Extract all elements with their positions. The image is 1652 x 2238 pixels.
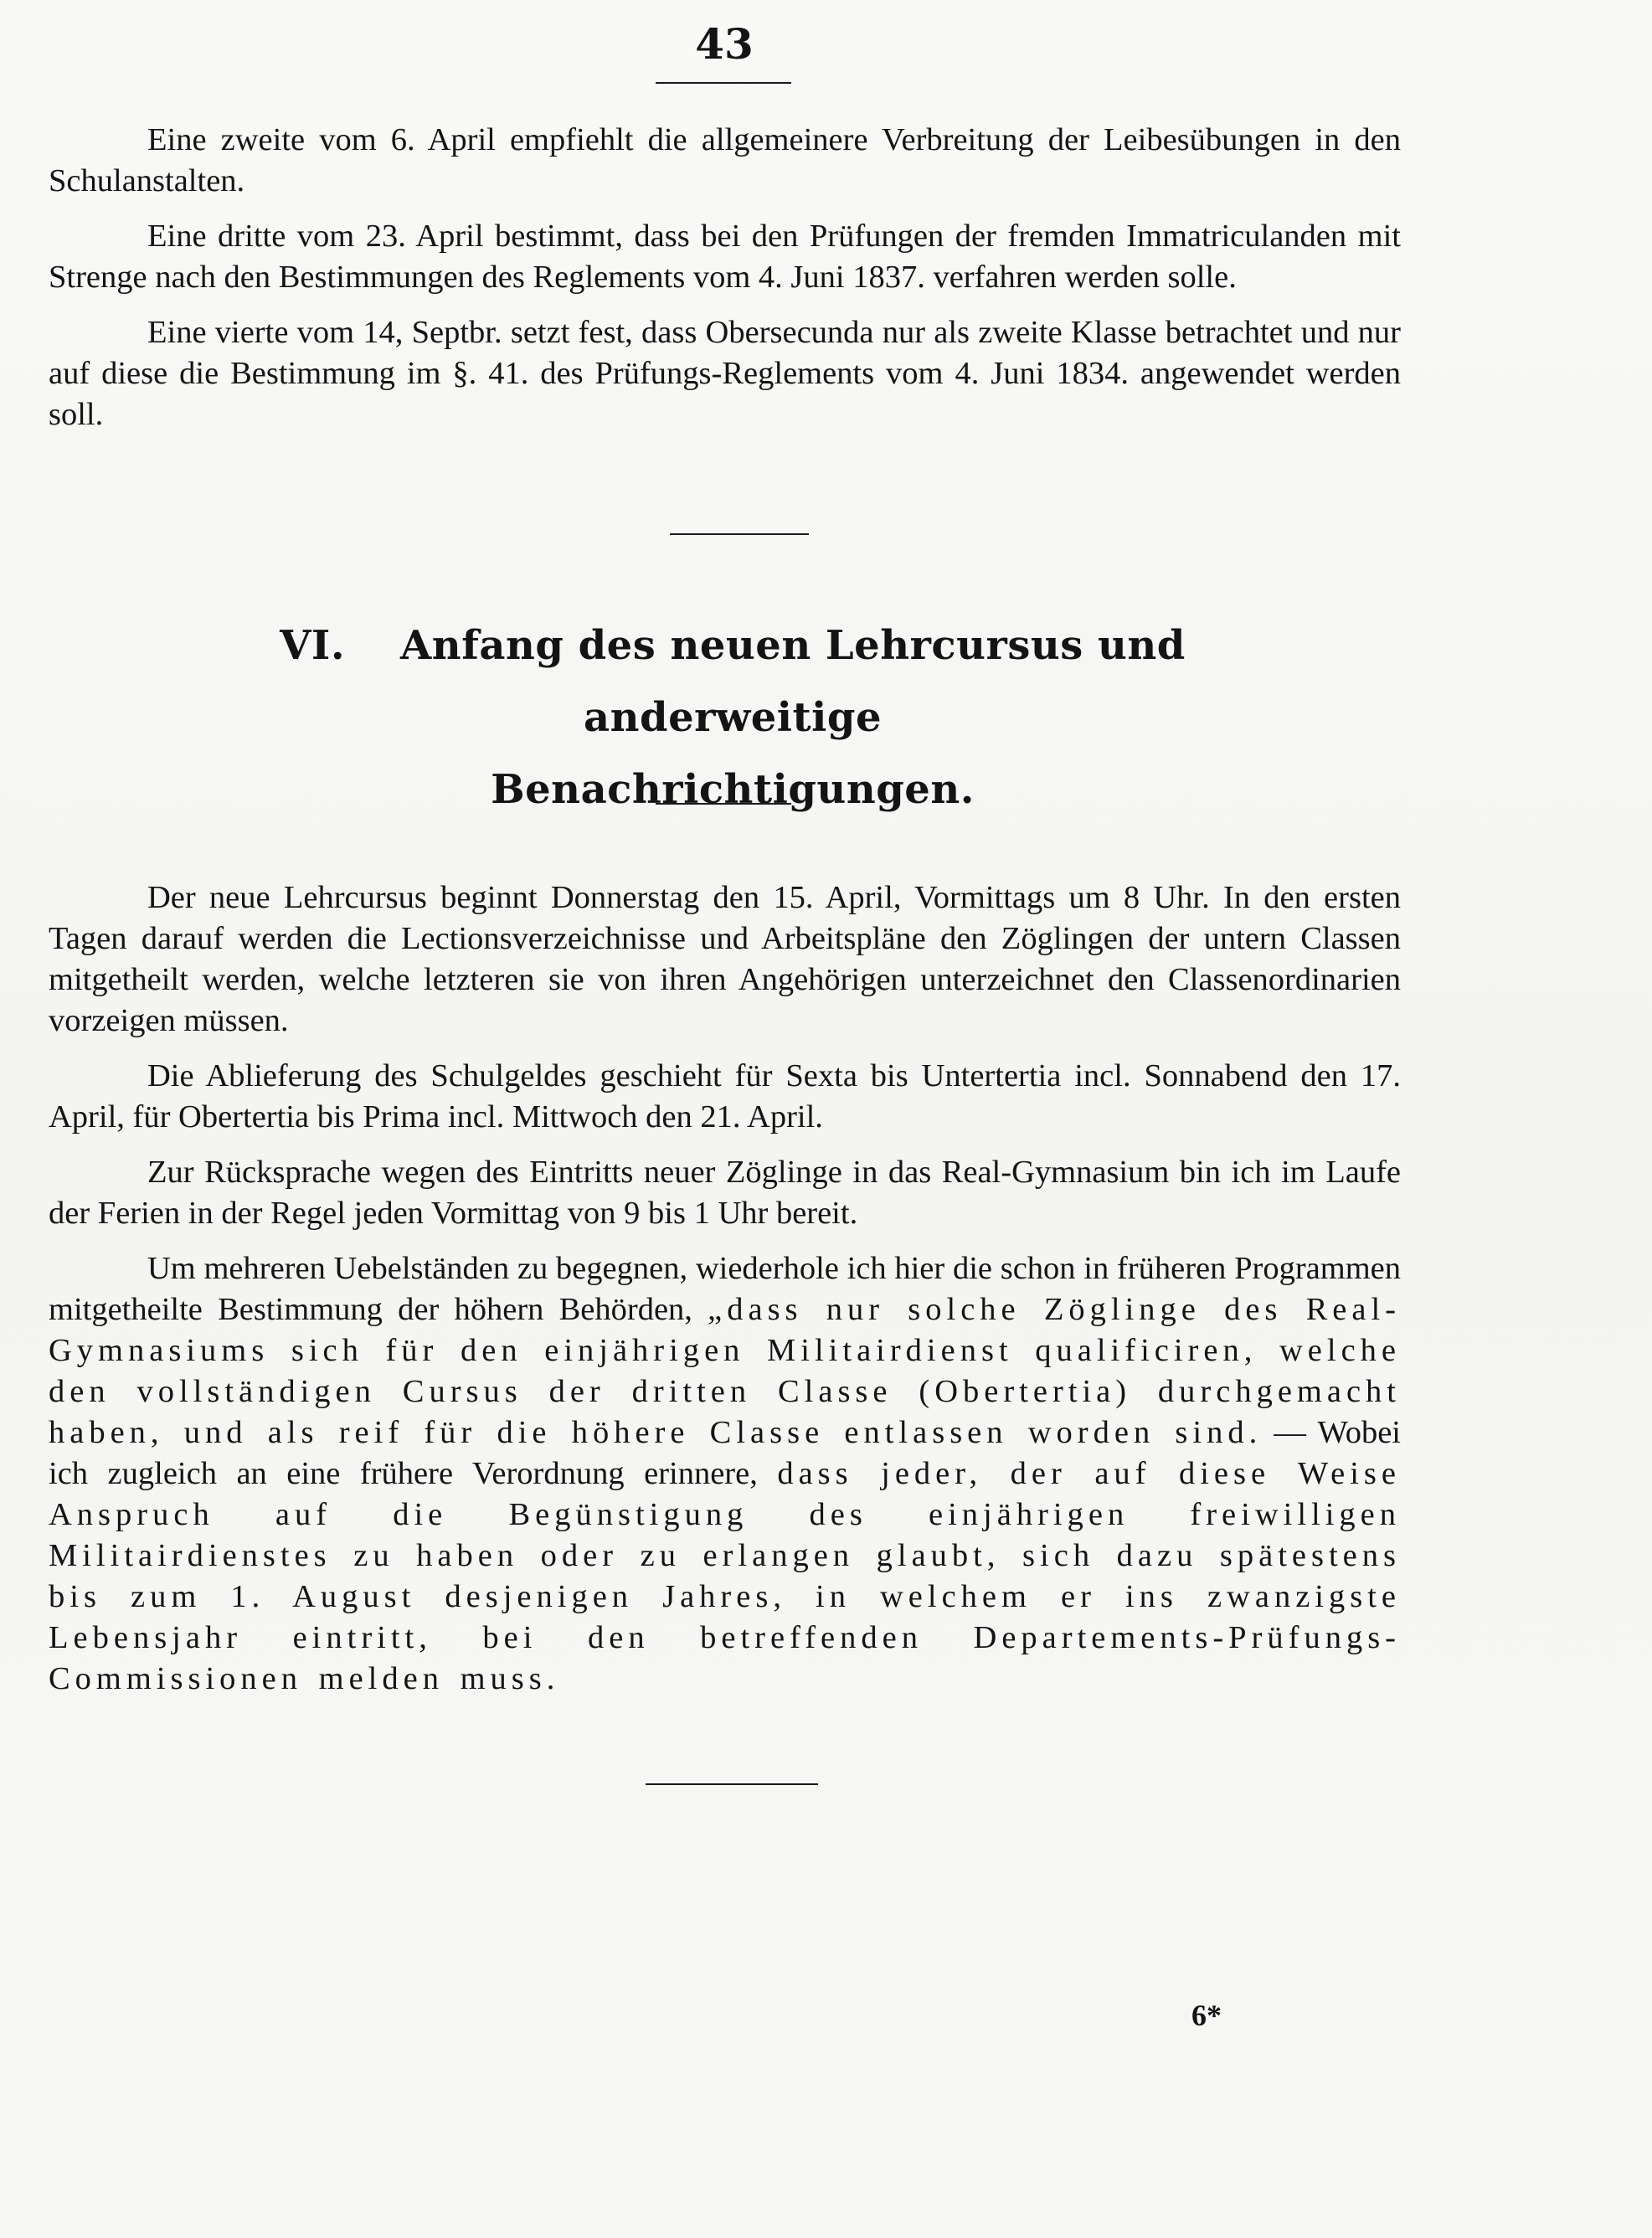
heading-underline-rule (656, 803, 791, 805)
section-v-continuation (49, 120, 1401, 450)
section-divider-bottom (646, 1783, 818, 1785)
paragraph-course-start: Der neue Lehrcursus beginnt Donnerstag den 15. April, Vormittags um 8 Uhr. In den ersten Tagen darauf werden die Lectionsverzeichnisse und Arbeitspläne den Zöglingen der untern Classen mitgetheilt werden, welche letzteren sie von ihren Angehörigen unterzeichnet den Classenordinarien vorzeigen müssen. (49, 880, 1401, 1038)
paragraph-third-decree: Eine dritte vom 23. April bestimmt, dass bei den Prüfungen der fremden Immatriculanden mit Strenge nach den Bestimmungen des Reglements vom 4. Juni 1837. verfahren werden solle. (49, 219, 1401, 295)
section-vi-title-line-1 (126, 610, 1340, 754)
page-number-rule (656, 82, 791, 84)
paragraph-military-service (49, 1248, 1401, 1700)
military-middle-text: — Wobei ich zugleich an eine frühere Verordnung erinnere, (49, 1415, 1401, 1491)
section-vi-title-text: Anfang des neuen Lehrcursus und anderweitige (400, 622, 1186, 741)
section-vi-number: VI. (280, 622, 346, 669)
section-vi-title-line-2: Benachrichtigungen. (491, 766, 975, 813)
military-intro-text: Um mehreren Uebelständen zu begegnen, wiederhole ich hier die schon in früheren Programmen mitgetheilte Bestimmung der höhern Behörden, (49, 1251, 1401, 1327)
section-divider-top (670, 533, 809, 535)
section-vi-heading (126, 610, 1340, 826)
page-number: 43 (695, 19, 754, 69)
section-vi-body (49, 877, 1401, 1714)
paragraph-fourth-decree: Eine vierte vom 14, Septbr. setzt fest, dass Obersecunda nur als zweite Klasse betrachtet und nur auf diese die Bestimmung im §. 41. des Prüfungs-Reglements vom 4. Juni 1834. angewendet werden soll. (49, 315, 1401, 432)
military-emphasis-text-2: dass jeder, der auf diese Weise Anspruch auf die Begünstigung des einjährigen freiwilligen Militairdienstes zu haben oder zu erlangen glaubt, sich dazu spätestens bis zum 1. August desjenigen Jahres, in welchem er ins zwanzigste Lebensjahr eintritt, bei den betreffenden Departements-Prüfungs-Commissionen melden muss. (49, 1456, 1402, 1696)
paragraph-second-decree: Eine zweite vom 6. April empfiehlt die allgemeinere Verbreitung der Leibesübungen in den Schulanstalten. (49, 122, 1401, 198)
paragraph-new-pupils: Zur Rücksprache wegen des Eintritts neuer Zöglinge in das Real-Gymnasium bin ich im Laufe der Ferien in der Regel jeden Vormittag von 9 bis 1 Uhr bereit. (49, 1155, 1401, 1231)
military-emphasis-text-1: „dass nur solche Zöglinge des Real-Gymnasiums sich für den einjährigen Militairdienst qualificiren, welche den vollständigen Cursus der dritten Classe (Obertertia) durchgemacht haben, und als reif für die höhere Classe entlassen worden sind. (49, 1292, 1401, 1450)
paragraph-school-fees: Die Ablieferung des Schulgeldes geschieht für Sexta bis Untertertia incl. Sonnabend den 17. April, für Obertertia bis Prima incl. Mittwoch den 21. April. (49, 1058, 1401, 1134)
printer-signature-mark: 6* (1191, 1999, 1222, 2032)
